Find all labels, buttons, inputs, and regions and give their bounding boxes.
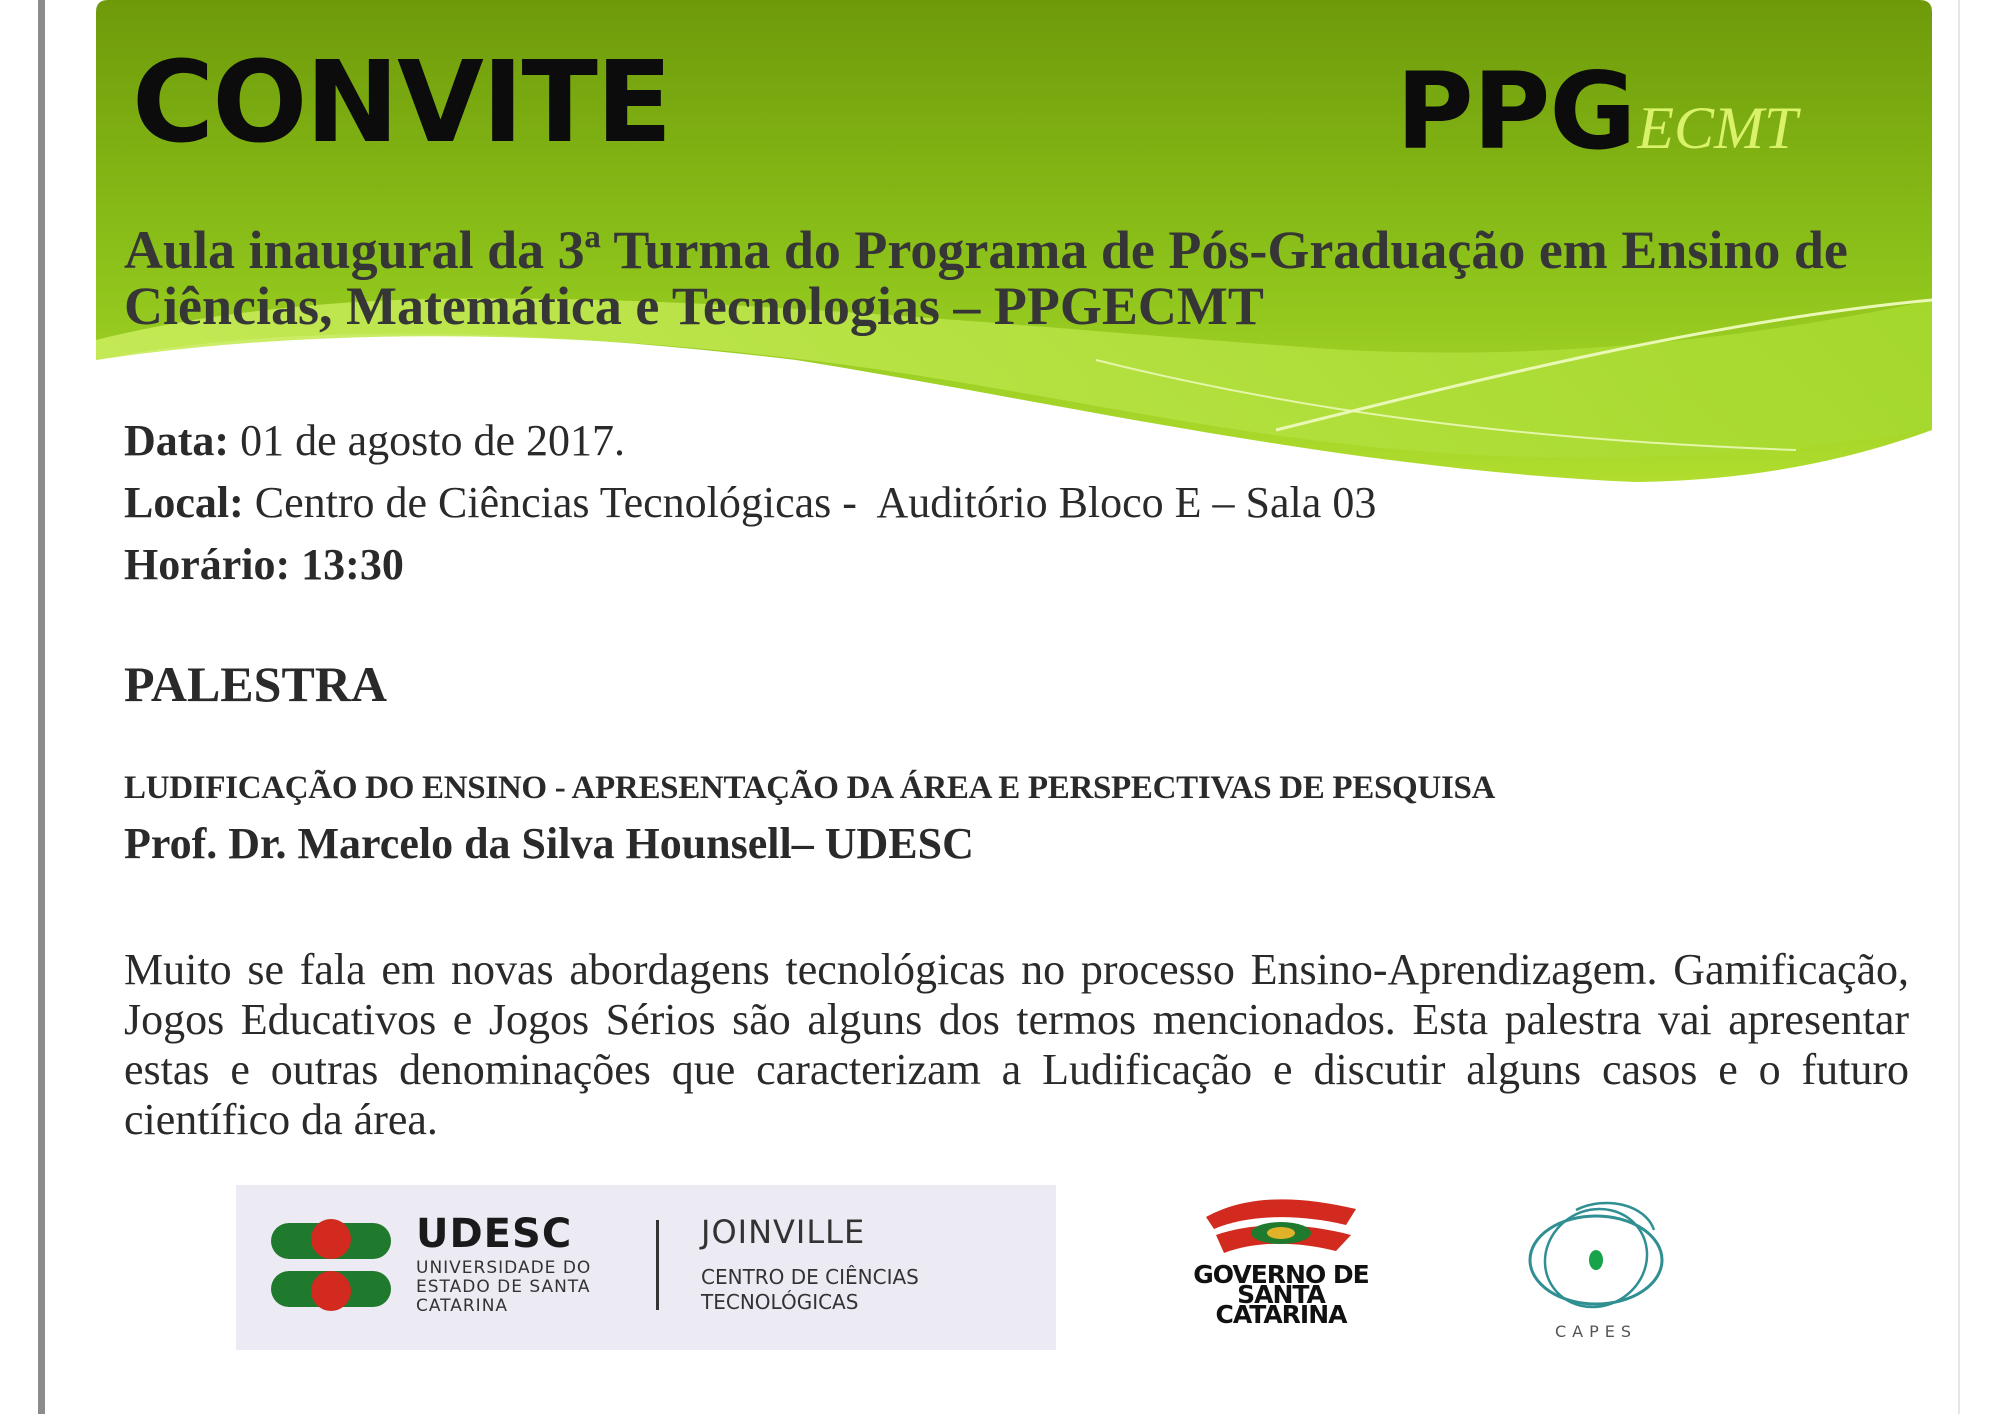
invitation-title: CONVITE xyxy=(132,38,671,168)
program-logo xyxy=(1396,50,1797,173)
date-label: Data: xyxy=(124,416,230,465)
right-margin-edge xyxy=(1958,0,1960,1414)
time-row xyxy=(124,534,1376,596)
invitation-card xyxy=(96,0,1932,1414)
udesc-center: CENTRO DE CIÊNCIAS TECNOLÓGICAS xyxy=(701,1265,919,1314)
event-details xyxy=(124,410,1376,596)
time-label: Horário: xyxy=(124,540,291,589)
event-headline: Aula inaugural da 3ª Turma do Programa de Pós-Graduação em Ensino de Ciências, Matemática e Tecnologias – PPGECMT xyxy=(124,220,1848,336)
talk-title: LUDIFICAÇÃO DO ENSINO - APRESENTAÇÃO DA ÁREA E PERSPECTIVAS DE PESQUISA xyxy=(124,770,1496,806)
udesc-full-name: UNIVERSIDADE DO ESTADO DE SANTA CATARINA xyxy=(416,1258,592,1316)
location-row xyxy=(124,472,1376,534)
capes-text: CAPES xyxy=(1554,1322,1638,1341)
udesc-logo xyxy=(236,1185,1056,1350)
sc-government-logo xyxy=(1186,1195,1376,1345)
udesc-emblem-icon xyxy=(271,1215,401,1315)
program-logo-main: PPG xyxy=(1396,50,1636,173)
date-row xyxy=(124,410,1376,472)
capes-emblem-icon xyxy=(1516,1190,1676,1320)
program-logo-sub: ECMT xyxy=(1637,95,1798,161)
speaker-name: Prof. Dr. Marcelo da Silva Hounsell– UDESC xyxy=(124,819,974,868)
capes-logo xyxy=(1516,1190,1676,1350)
udesc-name: UDESC xyxy=(416,1211,573,1257)
talk-abstract: Muito se fala em novas abordagens tecnológicas no processo Ensino-Aprendizagem. Gamificação, Jogos Educativos e Jogos Sérios são alguns dos termos mencionados. Esta palestra vai apresentar estas e outras denominações que caracterizam a Ludificação e discutir alguns casos e o futuro científico da área. xyxy=(124,945,1909,1144)
left-margin-rule xyxy=(38,0,45,1414)
sc-government-text: GOVERNO DE SANTA CATARINA xyxy=(1193,1260,1369,1329)
udesc-campus: JOINVILLE xyxy=(701,1213,866,1251)
location-label: Local: xyxy=(124,478,244,527)
sc-flag-icon xyxy=(1186,1195,1376,1265)
talk-heading: PALESTRA xyxy=(124,656,388,712)
date-value: 01 de agosto de 2017. xyxy=(240,416,626,465)
udesc-divider xyxy=(656,1220,659,1310)
time-value: 13:30 xyxy=(301,540,404,589)
location-value: Centro de Ciências Tecnológicas - Auditório Bloco E – Sala 03 xyxy=(254,478,1377,527)
